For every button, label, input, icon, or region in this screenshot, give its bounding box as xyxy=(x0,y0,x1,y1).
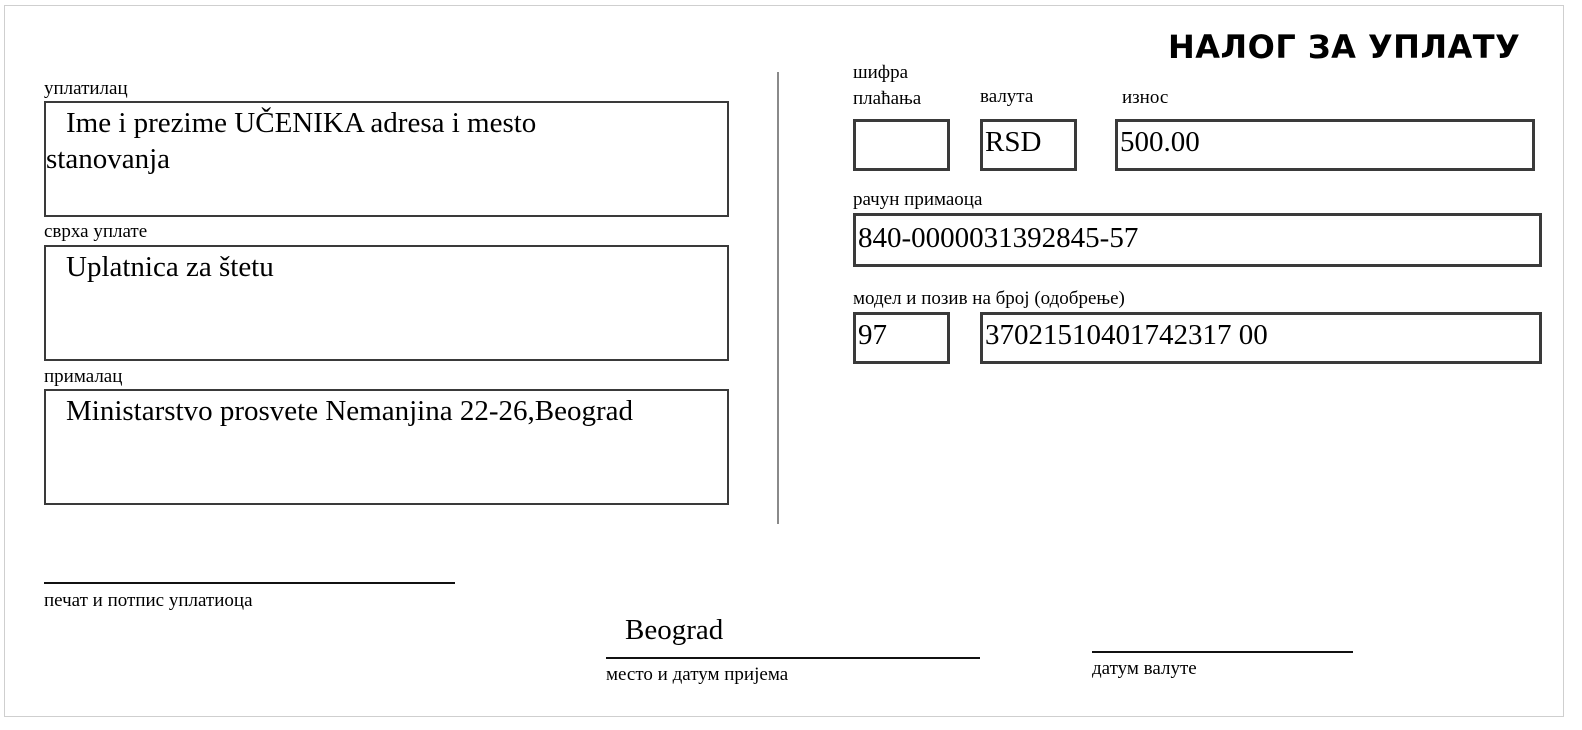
vertical-divider xyxy=(777,72,779,524)
signature-line xyxy=(44,582,455,584)
amount-label: износ xyxy=(1122,87,1169,108)
purpose-label: сврха уплате xyxy=(44,221,148,242)
purpose-field[interactable] xyxy=(44,245,729,361)
reference-model-value: 97 xyxy=(858,319,887,351)
purpose-value: Uplatnica za štetu xyxy=(66,251,274,283)
reference-number-value: 37021510401742317 00 xyxy=(985,319,1268,351)
form-title: НАЛОГ ЗА УПЛАТУ xyxy=(1168,28,1521,66)
payment-code-label-line-1: шифра xyxy=(853,62,909,83)
recipient-label: прималац xyxy=(44,366,123,387)
payer-label: уплатилац xyxy=(44,78,128,99)
currency-label: валута xyxy=(980,86,1034,107)
signature-label: печат и потпис уплатиоца xyxy=(44,590,253,611)
recipient-value: Ministarstvo prosvete Nemanjina 22-26,Beograd xyxy=(66,395,633,427)
recipient-field[interactable] xyxy=(44,389,729,505)
account-label: рачун примаоца xyxy=(853,189,983,210)
place-date-label: место и датум пријема xyxy=(606,664,789,685)
payment-code-field[interactable] xyxy=(853,119,950,171)
currency-value: RSD xyxy=(985,126,1042,158)
place-date-value: Beograd xyxy=(625,614,724,646)
reference-label: модел и позив на број (одобрење) xyxy=(853,288,1125,309)
payment-code-label-line-2: плаћања xyxy=(853,88,922,109)
place-date-line[interactable] xyxy=(606,657,980,659)
account-value: 840-0000031392845-57 xyxy=(858,222,1139,254)
amount-field[interactable] xyxy=(1115,119,1535,171)
payer-line-2: stanovanja xyxy=(46,143,171,175)
value-date-line[interactable] xyxy=(1092,651,1353,653)
account-field[interactable] xyxy=(853,213,1542,267)
currency-field[interactable] xyxy=(980,119,1077,171)
reference-number-field[interactable] xyxy=(980,312,1542,364)
amount-value: 500.00 xyxy=(1120,126,1200,158)
payer-line-1: Ime i prezime UČENIKA adresa i mesto xyxy=(66,107,537,139)
reference-model-field[interactable] xyxy=(853,312,950,364)
payer-field[interactable] xyxy=(44,101,729,217)
value-date-label: датум валуте xyxy=(1092,658,1197,679)
